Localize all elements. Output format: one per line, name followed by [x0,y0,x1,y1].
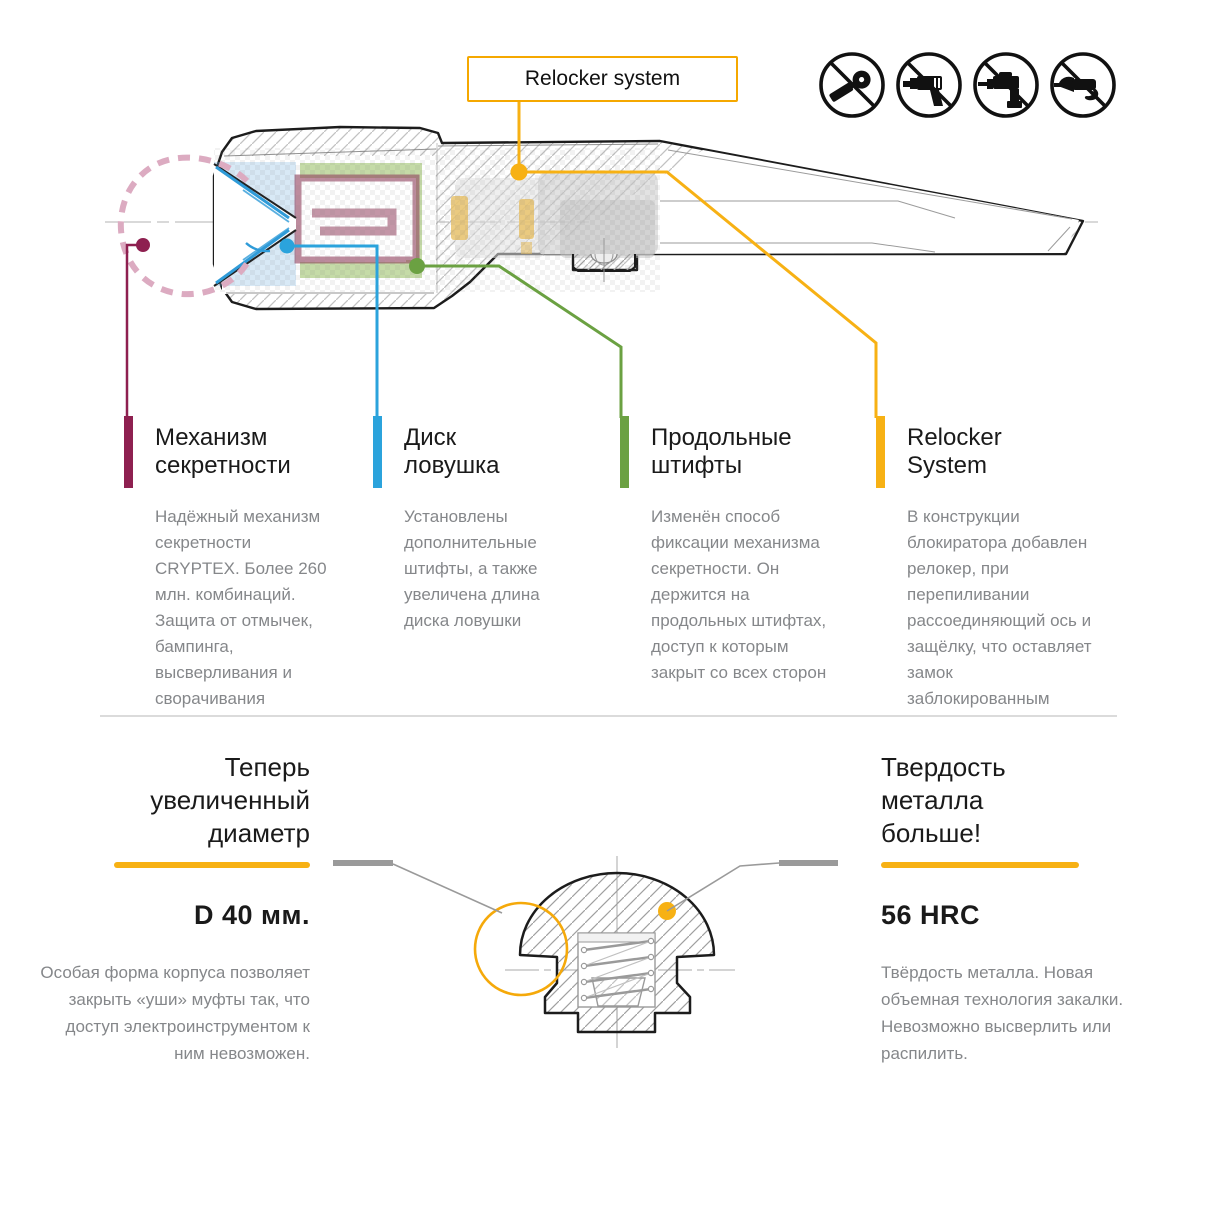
diameter-block [40,751,310,1067]
feature-description: В конструкции блокиратора добавлен релокер, при перепиливании рассоединяющий ось и защёлку, что оставляет замок заблокированным [907,507,1092,708]
dot-pins [409,258,425,274]
hardness-description: Твёрдость металла. Новая объемная технология закалки. Невозможно высверлить или распилить. [881,963,1124,1063]
relocker-system-text: Relocker system [524,67,681,90]
pin-highlight [519,199,534,239]
feature-relocker-system [876,414,1100,712]
feature-title-line: System [907,452,988,479]
ear-highlight-circle [475,903,567,995]
feature-disc-trap [373,414,578,634]
secret-mechanism-highlight [298,178,416,260]
feature-mechanism [124,414,336,712]
detent-block [573,254,635,271]
feature-color-bar [620,416,629,488]
feature-description: Установлены дополнительные штифты, а также увеличена длина диска ловушки [404,507,540,630]
feature-title [155,414,336,480]
feature-title-line: секретности [155,452,291,479]
shutter-blade-lines [660,150,1072,252]
leader-relocker [519,172,876,418]
keyway-funnel [214,164,296,286]
leader-disc [287,246,377,418]
feature-title-line: Продольные [651,424,792,451]
leader-bar-left [333,860,393,866]
feature-color-bar [373,416,382,488]
dot-relocker [511,164,528,181]
dot-disc [280,239,295,254]
lock-cross-section [105,127,1098,309]
relocker-system-label [467,56,738,102]
pin-highlight [451,196,468,240]
feature-color-bar [124,416,133,488]
leader-bar-right [779,860,838,866]
disc-trap-highlight [214,162,296,286]
no-angle-grinder-icon [1048,50,1118,120]
prohibited-tools-row [817,50,1118,120]
feature-color-bar [876,416,885,488]
feature-description: Изменён способ фиксации механизма секретности. Он держится на продольных штифтах, доступ к которым закрыт со всех сторон [651,507,827,682]
feature-longitudinal-pins [620,414,844,686]
longitudinal-pins-highlight [300,163,422,278]
feature-title-line: Механизм [155,424,268,451]
no-drill-icon [894,50,964,120]
feature-title [907,414,1100,480]
dot-mechanism [136,238,150,252]
no-hammer-drill-icon [971,50,1041,120]
diameter-value: D 40 мм. [194,900,310,930]
feature-description: Надёжный механизм секретности CRYPTEX. Более 260 млн. комбинаций. Защита от отмычек, бампинга, высверливания и сворачивания [155,507,327,708]
callout-leaders [127,100,876,418]
mushroom-body [520,873,714,1032]
diameter-title: Теперь увеличенный диаметр [150,752,310,848]
plunger [592,978,645,1006]
dome-dot [658,902,676,920]
feature-title [404,414,578,480]
lock-body-outline [214,127,1083,309]
diameter-description: Особая форма корпуса позволяет закрыть «уши» муфты так, что доступ электроинструментом к ним невозможен. [40,963,310,1063]
leader-pins [417,266,621,418]
key-head-outline [121,158,248,295]
accent-underline [881,862,1079,868]
feature-title-line: Relocker [907,424,1002,451]
hardness-value: 56 HRC [881,900,981,930]
feature-title [651,414,844,480]
accent-underline [114,862,310,868]
spring [584,941,651,998]
pin-cross-section [333,856,838,1048]
no-cut-off-tool-icon [817,50,887,120]
feature-title-line: ловушка [404,452,500,479]
feature-title-line: штифты [651,452,743,479]
feature-title-line: Диск [404,424,457,451]
leader-mechanism [127,245,143,418]
hardness-block [881,751,1126,1067]
hardness-title: Твердость металла больше! [881,752,1006,848]
